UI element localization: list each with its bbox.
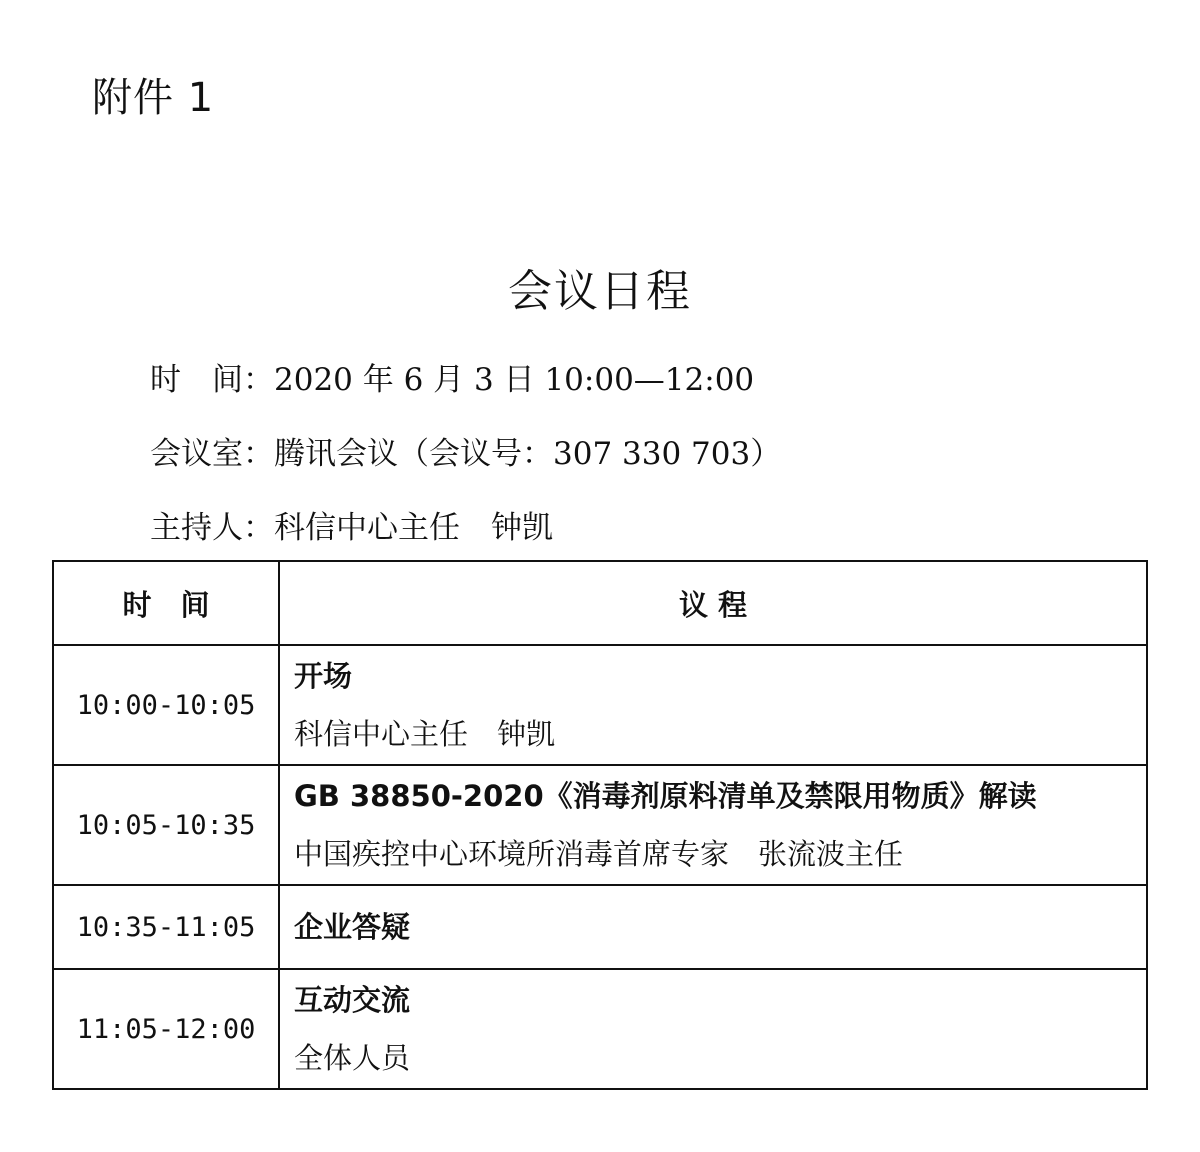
row-agenda [279,645,1147,765]
meeting-host-label: 主持人： [150,510,274,546]
agenda-item-title: 互动交流 [294,983,411,1017]
agenda-item-title: GB 38850-2020《消毒剂原料清单及禁限用物质》解读 [294,779,1037,813]
agenda-item-speaker: 科信中心主任 钟凯 [294,717,556,751]
meeting-time-label: 时 间： [150,362,274,398]
agenda-item-title: 开场 [294,659,353,693]
meeting-host-line [150,508,553,548]
row-agenda [279,885,1147,969]
row-time: 10:05-10:35 [53,765,279,885]
meeting-room-value: 腾讯会议（会议号：307 330 703） [274,436,782,472]
agenda-table [52,560,1148,1090]
table-row [53,969,1147,1089]
meeting-time-value: 2020 年 6 月 3 日 10:00—12:00 [274,362,755,398]
table-row [53,765,1147,885]
row-time: 11:05-12:00 [53,969,279,1089]
agenda-item-title: 企业答疑 [294,910,411,944]
meeting-host-value: 科信中心主任 钟凯 [274,510,553,546]
row-agenda [279,765,1147,885]
meeting-time-line [150,360,754,400]
agenda-item-speaker: 中国疾控中心环境所消毒首席专家 张流波主任 [294,837,904,871]
table-header-row [53,561,1147,645]
table-row [53,645,1147,765]
page-title: 会议日程 [508,266,692,317]
meeting-room-label: 会议室： [150,436,274,472]
attachment-label: 附件 1 [92,75,215,121]
header-agenda: 议 程 [279,561,1147,645]
meeting-room-line [150,434,781,474]
table-row [53,885,1147,969]
row-agenda [279,969,1147,1089]
agenda-item-speaker: 全体人员 [294,1041,411,1075]
row-time: 10:00-10:05 [53,645,279,765]
header-time: 时 间 [53,561,279,645]
row-time: 10:35-11:05 [53,885,279,969]
